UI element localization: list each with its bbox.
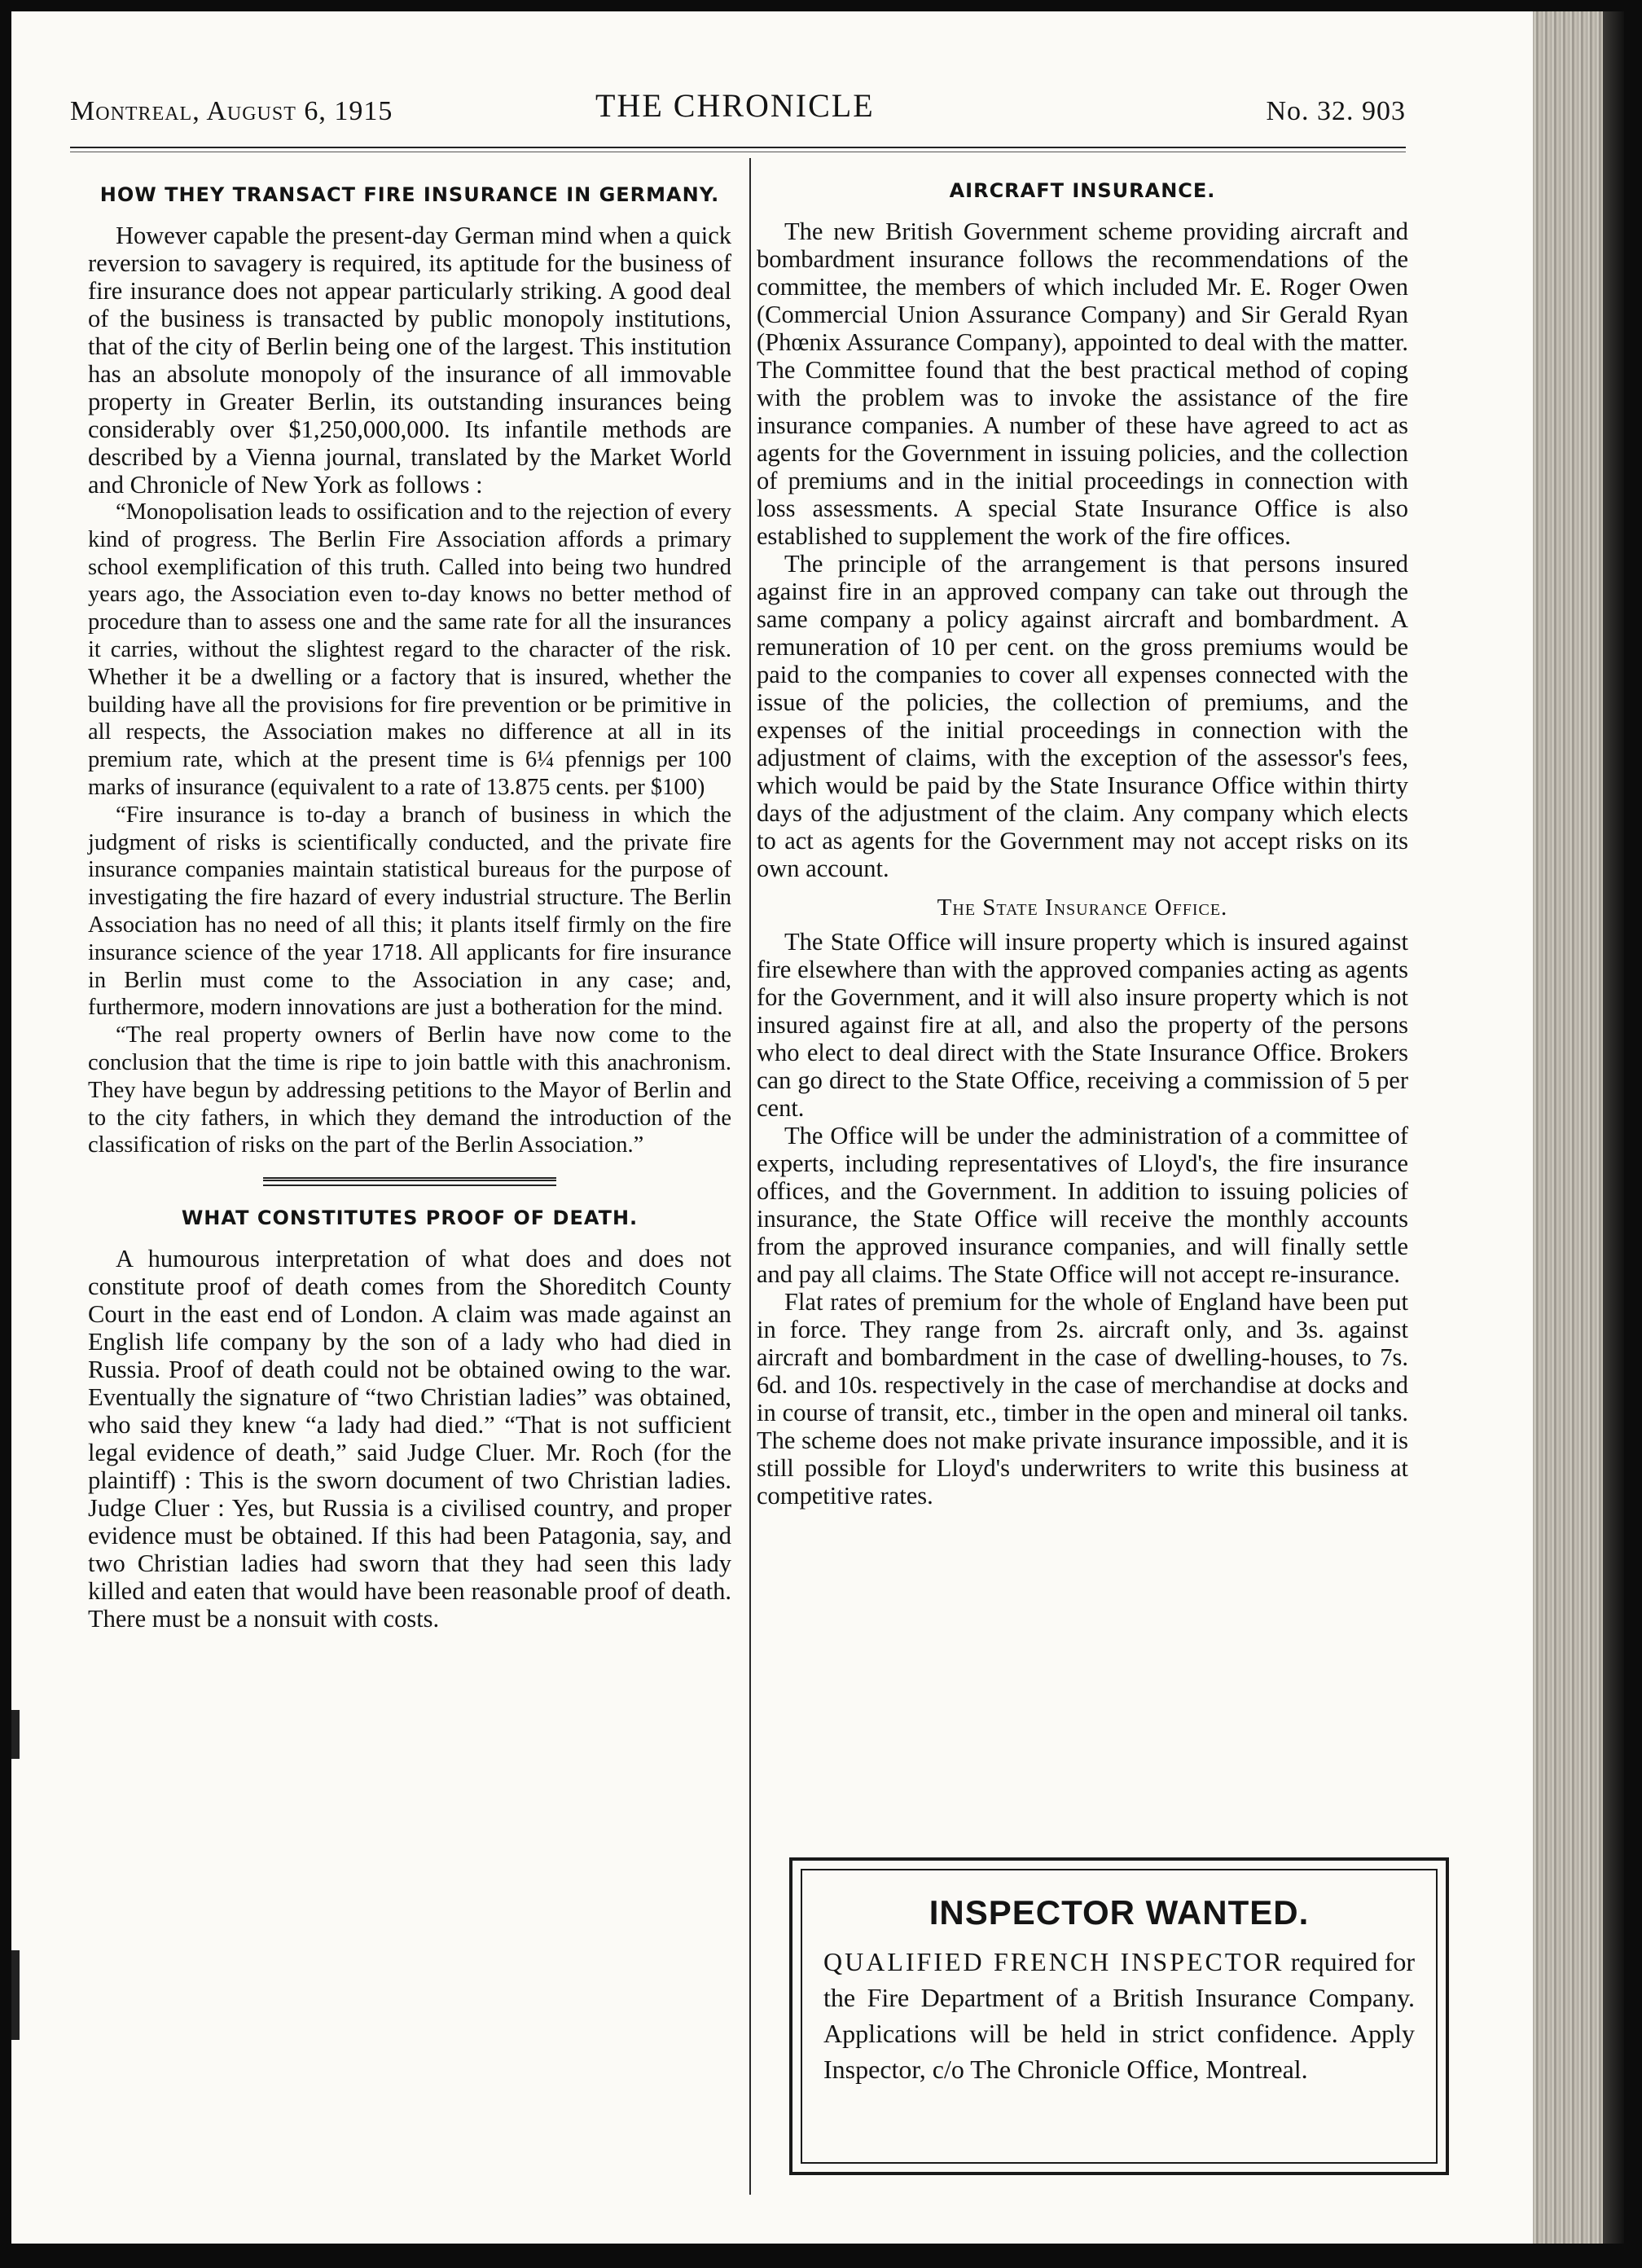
masthead-title: THE CHRONICLE (595, 87, 875, 124)
newspaper-page (11, 11, 1533, 2244)
page-edges (1533, 11, 1624, 2244)
right-column (757, 178, 1408, 1510)
advertisement-title: INSPECTOR WANTED. (929, 1893, 1310, 1932)
classified-advertisement (789, 1857, 1449, 2175)
margin-mark (11, 1710, 20, 1759)
page-header (70, 86, 1406, 138)
advertisement-text: required for the Fire Department of a British Insurance Company. Applications will be held in strict confidence. Apply Inspector, c/o The Chronicle Office, Montreal. (823, 1947, 1416, 2084)
article-paragraph: However capable the present-day German mind when a quick reversion to savagery is required, its aptitude for the business of fire insurance does not appear particularly striking. A good deal of the business is transacted by public monopoly institutions, that of the city of Berlin being one of the largest. This institution has an absolute monopoly of the insurance of all immovable property in Greater Berlin, its outstanding insurances being considerably over $1,250,000,000. Its infantile methods are described by a Vienna journal, translated by the Market World and Chronicle of New York as follows : (88, 222, 731, 499)
quoted-paragraph: “The real property owners of Berlin have now come to the conclusion that the time is ripe to join battle with this anachronism. They have begun by addressing petitions to the Mayor of Berlin and to the city fathers, in which they demand the introduction of the classification of risks on the part of the Berlin Association.” (88, 1022, 731, 1158)
advertisement-lead: QUALIFIED FRENCH INSPECTOR (823, 1947, 1284, 1976)
quoted-paragraph: “Monopolisation leads to ossification and to the rejection of every kind of progress. The Berlin Fire Association affords a primary school exemplification of this truth. Called into being two hundred years ago, the Association even to-day knows no better method of procedure than to assess one and the same rate for all the insurances it carries, without the slightest regard to the character of the risk. Whether it be a dwelling or a factory that is insured, whether the building have all the provisions for fire prevention or be primitive in all respects, the Association makes no difference at all in its premium rate, which at the present time is 6¼ pfennigs per 100 marks of insurance (equivalent to a rate of 13.875 cents. per $100) (88, 499, 731, 800)
section-divider (263, 1177, 556, 1186)
article-paragraph: The State Office will insure property which is insured against fire elsewhere than with the approved companies acting as agents for the Government, and it will also insure property which is not insured against fire at all, and also the property of the persons who elect to deal direct with the State Insurance Office. Brokers can go direct to the State Office, receiving a commission of 5 per cent. (757, 928, 1408, 1122)
column-divider (749, 158, 751, 2195)
article-headline: HOW THEY TRANSACT FIRE INSURANCE IN GERMANY. (99, 183, 720, 206)
article-paragraph: A humourous interpretation of what does and does not constitute proof of death comes from the Shoreditch County Court in the east end of London. A claim was made against an English life company by the son of a lady who had died in Russia. Proof of death could not be obtained owing to the war. Eventually the signature of “two Christian ladies” was obtained, who said they knew “a lady had died.” “That is not sufficient legal evidence of death,” said Judge Cluer. Mr. Roch (for the plaintiff) : This is the sworn document of two Christian ladies. Judge Cluer : Yes, but Russia is a civilised country, and proper evidence must be obtained. If this had been Patagonia, say, and two Christian ladies had sworn that they had seen this lady killed and eaten that would have been reasonable proof of death. There must be a nonsuit with costs. (88, 1245, 731, 1633)
dateline: Montreal, August 6, 1915 (70, 96, 393, 126)
advertisement-frame (801, 1869, 1438, 2164)
article-paragraph: The Office will be under the administration of a committee of experts, including representatives of Lloyd's, the fire insurance offices, and the Government. In addition to issuing policies of insurance, the State Office will receive the monthly accounts from the approved insurance companies, and will finally settle and pay all claims. The State Office will not accept re-insurance. (757, 1122, 1408, 1288)
article-paragraph: The new British Government scheme providing aircraft and bombardment insurance follows the recommendations of the committee, the members of which included Mr. E. Roger Owen (Commercial Union Assurance Company) and Sir Gerald Ryan (Phœnix Assurance Company), appointed to deal with the matter. The Committee found that the best practical method of coping with the problem was to invoke the assistance of the fire insurance companies. A number of these have agreed to act as agents for the Government in issuing policies, and the collection of premiums and in the initial proceedings in connection with loss assessments. A special State Insurance Office is also established to supplement the work of the fire offices. (757, 218, 1408, 550)
section-subheading: The State Insurance Office. (937, 894, 1228, 921)
header-rule (70, 147, 1406, 148)
advertisement-body (823, 1944, 1415, 2087)
left-column (88, 182, 731, 1633)
article-headline: WHAT CONSTITUTES PROOF OF DEATH. (181, 1207, 639, 1230)
margin-mark (11, 1950, 20, 2040)
article-headline: AIRCRAFT INSURANCE. (949, 179, 1216, 202)
quoted-paragraph: “Fire insurance is to-day a branch of business in which the judgment of risks is scientifically conducted, and the private fire insurance companies maintain statistical bureaus for the purpose of investigating the fire hazard of every industrial structure. The Berlin Association has no need of all this; it plants itself firmly on the fire insurance science of the year 1718. All applicants for fire insurance in Berlin must come to the Association in any case; and, furthermore, modern innovations are just a botheration for the mind. (88, 802, 731, 1021)
article-paragraph: Flat rates of premium for the whole of England have been put in force. They range from 2s. aircraft only, and 3s. against aircraft and bombardment in the case of dwelling-houses, to 7s. 6d. and 10s. respectively in the case of merchandise at docks and in course of transit, etc., timber in the open and mineral oil tanks. The scheme does not make private insurance impossible, and it is still possible for Lloyd's underwriters to write this business at competitive rates. (757, 1288, 1408, 1510)
article-paragraph: The principle of the arrangement is that persons insured against fire in an approved company can take out through the same company a policy against aircraft and bombardment. A remuneration of 10 per cent. on the gross premiums would be paid to the companies to cover all expenses connected with the issue of the policies, the collection of premiums, and the expenses of the initial proceedings in connection with the adjustment of claims, with the exception of the assessor's fees, which would be paid by the State Insurance Office within thirty days of the adjustment of the claim. Any company which elects to act as agents for the Government may not accept risks on its own account. (757, 550, 1408, 882)
issue-page-number: No. 32. 903 (1266, 96, 1406, 126)
